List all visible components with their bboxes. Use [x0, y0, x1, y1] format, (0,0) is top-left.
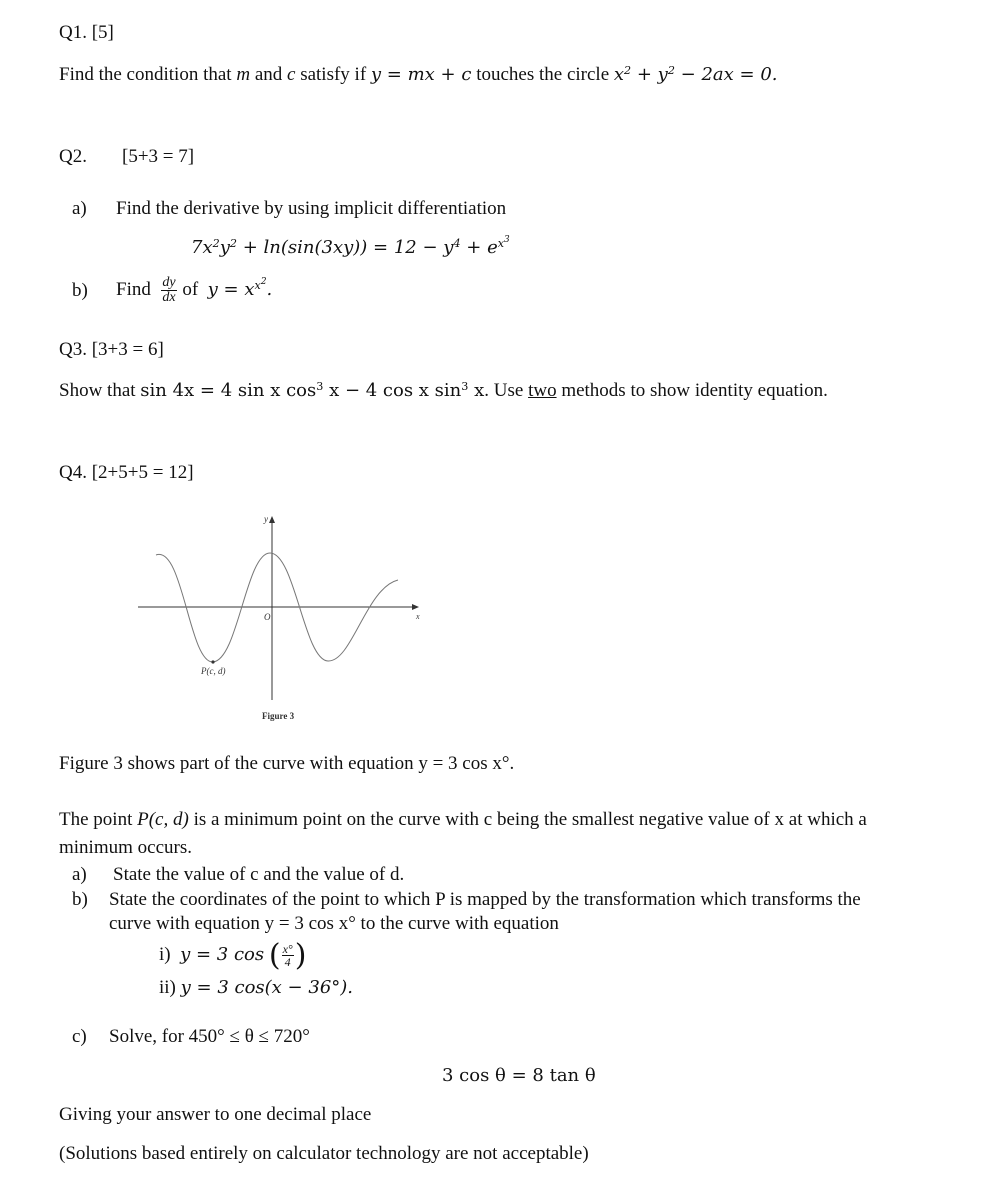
- q1-exp-b: 2: [667, 63, 675, 77]
- q2-b-label: b): [72, 280, 88, 301]
- q2-a-exp-5: 3: [504, 234, 510, 245]
- q3-exp-1: 3: [316, 379, 324, 393]
- q4-b-line1: State the coordinates of the point to which P is mapped by the transformation which transforms the: [109, 889, 861, 910]
- q4-i-paren-left: (: [268, 938, 281, 974]
- q1-circle-c: − 2ax = 0.: [674, 64, 778, 85]
- q4-ii-label: ii): [159, 977, 176, 998]
- q4-intro-line1: [59, 809, 867, 832]
- q4-header: Q4. [2+5+5 = 12]: [59, 462, 194, 483]
- q2-b-end: .: [266, 279, 273, 300]
- q4-i-paren-right: ): [294, 938, 307, 974]
- q3-use: . Use: [484, 380, 529, 401]
- q4-c-label: c): [72, 1026, 87, 1047]
- q3-exp-2: 3: [461, 379, 469, 393]
- q1-text-mid: satisfy if: [295, 64, 371, 85]
- q1-and: and: [250, 64, 287, 85]
- q4-c-equation: 3 cos θ = 8 tan θ: [442, 1065, 596, 1086]
- x-axis-arrow: [412, 604, 419, 610]
- q3-rest: methods to show identity equation.: [556, 380, 828, 401]
- q4-b-label: b): [72, 889, 88, 910]
- q4-description: Figure 3 shows part of the curve with equation y = 3 cos x°.: [59, 753, 515, 774]
- q1-line-eq: y = mx + c: [370, 64, 472, 85]
- q2-a-label: a): [72, 198, 87, 219]
- q2-a-exp-3: 4: [453, 236, 461, 250]
- q4-intro-point: P(c, d): [137, 809, 189, 830]
- q2-a-text: Find the derivative by using implicit differentiation: [116, 198, 507, 219]
- q2-a-exp-base: x: [497, 236, 505, 250]
- q2-a-eq-p3: + ln(sin(3xy)) = 12 − y: [237, 237, 454, 258]
- q4-giving: Giving your answer to one decimal place: [59, 1104, 372, 1125]
- q4-i-label: i): [159, 944, 171, 965]
- q4-a-label: a): [72, 864, 87, 885]
- q2-marks: [5+3 = 7]: [122, 146, 195, 167]
- q3-header: Q3. [3+3 = 6]: [59, 339, 164, 360]
- q4-i-eq: y = 3 cos: [180, 944, 265, 965]
- q4-b-line2: curve with equation y = 3 cos x° to the curve with equation: [109, 913, 559, 934]
- point-p-marker: [211, 660, 214, 663]
- q1-text-after: touches the circle: [471, 64, 614, 85]
- q2-b-exp-base: x: [254, 278, 261, 292]
- q2-a-exp-1: 2: [212, 236, 220, 250]
- q1-var-c: c: [287, 64, 296, 85]
- q1-var-m: m: [236, 64, 251, 85]
- q2-label: Q2.: [59, 146, 87, 167]
- q2-b-den: dx: [162, 290, 176, 306]
- q2-a-eq-p2: y: [219, 237, 230, 258]
- q3-show: Show that: [59, 380, 141, 401]
- q2-a-exp-2: 2: [229, 236, 237, 250]
- q4-note: (Solutions based entirely on calculator technology are not acceptable): [59, 1143, 589, 1164]
- x-axis-label: x: [416, 612, 420, 621]
- q4-i-num: x°: [282, 942, 293, 957]
- q2-a-eq-p4: + e: [460, 237, 498, 258]
- q4-i-fraction: [282, 943, 294, 968]
- q4-a-text: State the value of c and the value of d.: [113, 864, 405, 885]
- q1-circle-b: + y: [631, 64, 668, 85]
- y-axis-arrow: [269, 516, 275, 523]
- q3-id-p2: x − 4 cos x sin: [323, 380, 462, 401]
- q1-text-before: Find the condition that: [59, 64, 237, 85]
- q1-exp-a: 2: [624, 63, 632, 77]
- cosine-curve: [156, 553, 398, 662]
- q4-intro-line2: minimum occurs.: [59, 837, 192, 858]
- q4-b-ii: [159, 977, 353, 1000]
- q4-c-text: Solve, for 450° ≤ θ ≤ 720°: [109, 1026, 310, 1047]
- q3-id-p1: sin 4x = 4 sin x cos: [140, 380, 317, 401]
- q4-intro-p1: The point: [59, 809, 138, 830]
- q3-two: two: [528, 380, 557, 401]
- q2-b-num: dy: [162, 275, 176, 291]
- figure-caption: Figure 3: [262, 711, 295, 721]
- q2-a-eq-p1: 7x: [191, 237, 213, 258]
- q2-b-exp-2: 2: [260, 276, 267, 287]
- q4-intro-p2: is a minimum point on the curve with c being the smallest negative value of x at which a: [188, 809, 867, 830]
- q1-header: Q1. [5]: [59, 22, 114, 43]
- q2-b-find: Find: [116, 279, 151, 300]
- q2-b-of: of: [182, 279, 199, 300]
- q4-ii-eq: y = 3 cos(x − 36°).: [180, 977, 354, 998]
- q1-circle-a: x: [613, 64, 625, 85]
- q4-b-i: [159, 935, 306, 975]
- origin-label: O: [264, 612, 271, 622]
- q4-i-den: 4: [284, 955, 291, 970]
- q2-b-eq-p1: y = x: [207, 279, 255, 300]
- y-axis-label: y: [264, 514, 268, 524]
- q3-id-p3: x: [468, 380, 485, 401]
- point-p-label: P(c, d): [201, 666, 226, 676]
